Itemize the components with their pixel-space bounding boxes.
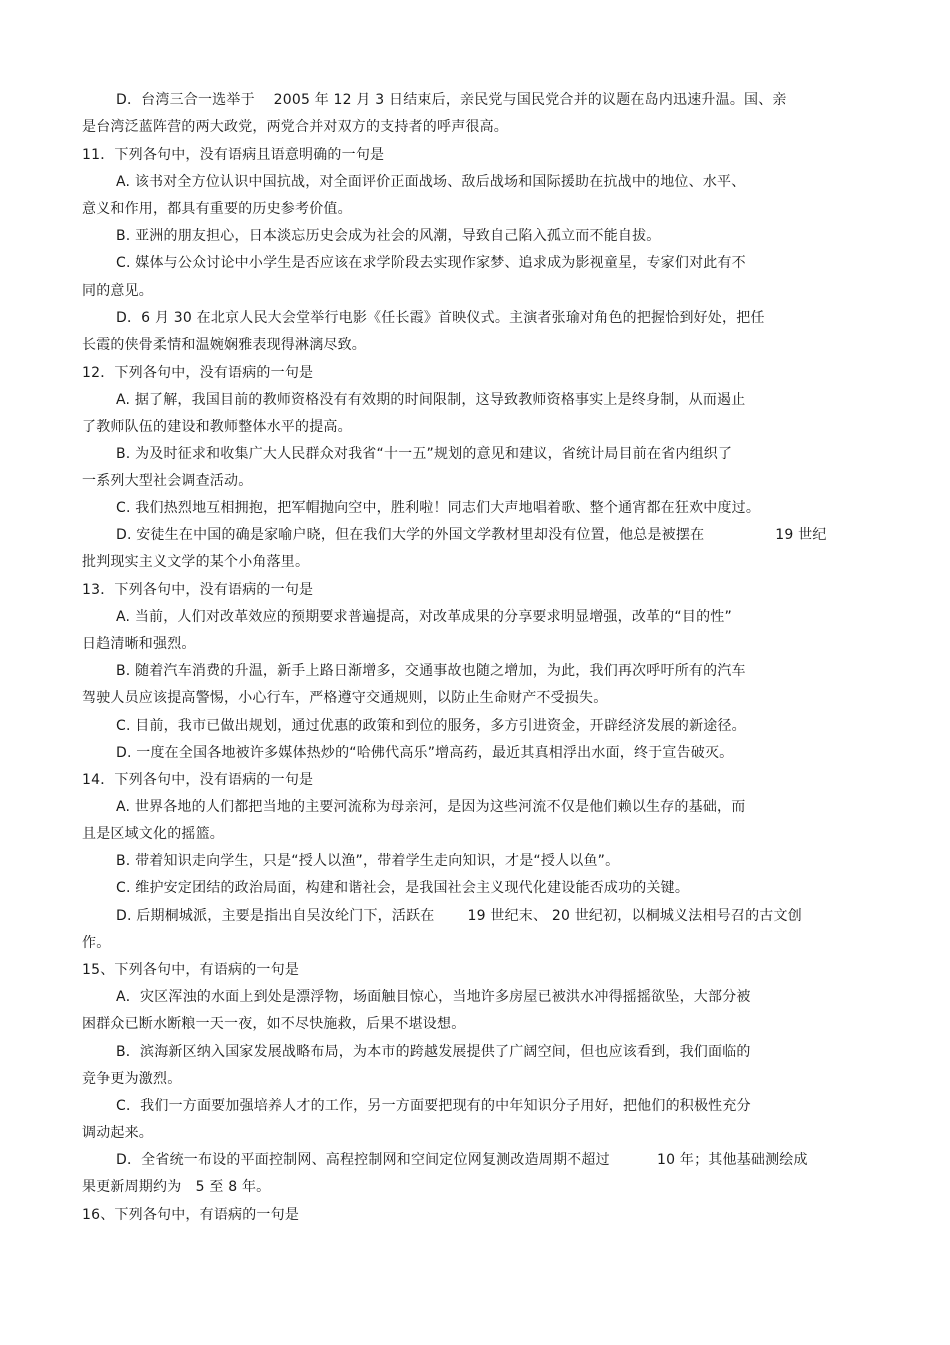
- text-line: B．滨海新区纳入国家发展战略布局，为本市的跨越发展提供了广阔空间，但也应该看到，我们面临的: [116, 1044, 751, 1060]
- text-line: 调动起来。: [82, 1125, 153, 1141]
- text-line: B. 为及时征求和收集广大人民群众对我省“十一五”规划的意见和建议，省统计局目前在省内组织了: [116, 446, 733, 462]
- text-line: A．灾区浑浊的水面上到处是漂浮物，场面触目惊心，当地许多房屋已被洪水冲得摇摇欲坠，大部分被: [116, 989, 751, 1005]
- text-line: 驾驶人员应该提高警惕，小心行车，严格遵守交通规则，以防止生命财产不受损失。: [82, 690, 608, 706]
- text-line: D. 后期桐城派，主要是指出自吴汝纶门下，活跃在 19 世纪末、 20 世纪初，以桐城义法相号召的古文创: [116, 908, 802, 924]
- text-line: C. 我们热烈地互相拥抱，把军帽抛向空中，胜利啦！同志们大声地唱着歌、整个通宵都在狂欢中度过。: [116, 500, 761, 516]
- text-line: 且是区域文化的摇篮。: [82, 826, 224, 842]
- text-line: D．台湾三合一选举于 2005 年 12 月 3 日结束后，亲民党与国民党合并的议题在岛内迅速升温。国、亲: [116, 92, 787, 108]
- question-heading: 12．下列各句中，没有语病的一句是: [82, 365, 314, 381]
- text-line: 是台湾泛蓝阵营的两大政党，两党合并对双方的支持者的呼声很高。: [82, 119, 508, 135]
- text-line: D. 一度在全国各地被许多媒体热炒的“哈佛代高乐”增高药，最近其真相浮出水面，终于宣告破灭。: [116, 745, 734, 761]
- question-heading: 11．下列各句中，没有语病且语意明确的一句是: [82, 147, 385, 163]
- text-line: B. 随着汽车消费的升温，新手上路日渐增多，交通事故也随之增加，为此，我们再次呼吁所有的汽车: [116, 663, 746, 679]
- text-line: 长霞的侠骨柔情和温婉娴雅表现得淋漓尽致。: [82, 337, 366, 353]
- question-heading: 15、下列各句中，有语病的一句是: [82, 962, 300, 978]
- text-line: 了教师队伍的建设和教师整体水平的提高。: [82, 419, 352, 435]
- text-line: A. 当前，人们对改革效应的预期要求普遍提高，对改革成果的分享要求明显增强，改革的“目的性”: [116, 609, 732, 625]
- question-heading: 14．下列各句中，没有语病的一句是: [82, 772, 314, 788]
- question-heading: 16、下列各句中，有语病的一句是: [82, 1207, 300, 1223]
- text-line: C．我们一方面要加强培养人才的工作，另一方面要把现有的中年知识分子用好，把他们的积极性充分: [116, 1098, 751, 1114]
- text-line: A. 该书对全方位认识中国抗战，对全面评价正面战场、敌后战场和国际援助在抗战中的地位、水平、: [116, 174, 746, 190]
- text-line: D．全省统一布设的平面控制网、高程控制网和空间定位网复测改造周期不超过 10 年；其他基础测绘成: [116, 1152, 808, 1168]
- text-line: 果更新周期约为 5 至 8 年。: [82, 1179, 271, 1195]
- text-line: D．6 月 30 在北京人民大会堂举行电影《任长霞》首映仪式。主演者张瑜对角色的把握恰到好处，把任: [116, 310, 765, 326]
- text-line: B. 带着知识走向学生，只是“授人以渔”，带着学生走向知识，才是“授人以鱼”。: [116, 853, 620, 869]
- text-line: 困群众已断水断粮一天一夜，如不尽快施救，后果不堪设想。: [82, 1016, 466, 1032]
- text-line: 日趋清晰和强烈。: [82, 636, 196, 652]
- text-line: A. 据了解，我国目前的教师资格没有有效期的时间限制，这导致教师资格事实上是终身制，从而遏止: [116, 392, 746, 408]
- text-line: 一系列大型社会调查活动。: [82, 473, 253, 489]
- text-line: D. 安徒生在中国的确是家喻户晓，但在我们大学的外国文学教材里却没有位置，他总是被摆在 19 世纪: [116, 527, 827, 543]
- text-line: 同的意见。: [82, 283, 153, 299]
- text-line: 竞争更为激烈。: [82, 1071, 182, 1087]
- text-line: B. 亚洲的朋友担心，日本淡忘历史会成为社会的风潮，导致自己陷入孤立而不能自拔。: [116, 228, 661, 244]
- text-line: C. 目前，我市已做出规划，通过优惠的政策和到位的服务，多方引进资金，开辟经济发展的新途径。: [116, 718, 746, 734]
- text-line: 批判现实主义文学的某个小角落里。: [82, 554, 310, 570]
- text-line: 意义和作用，都具有重要的历史参考价值。: [82, 201, 352, 217]
- text-line: A. 世界各地的人们都把当地的主要河流称为母亲河，是因为这些河流不仅是他们赖以生存的基础，而: [116, 799, 746, 815]
- question-heading: 13．下列各句中，没有语病的一句是: [82, 582, 314, 598]
- text-line: C. 维护安定团结的政治局面，构建和谐社会，是我国社会主义现代化建设能否成功的关键。: [116, 880, 690, 896]
- text-line: 作。: [82, 935, 111, 951]
- text-line: C. 媒体与公众讨论中小学生是否应该在求学阶段去实现作家梦、追求成为影视童星，专家们对此有不: [116, 255, 746, 271]
